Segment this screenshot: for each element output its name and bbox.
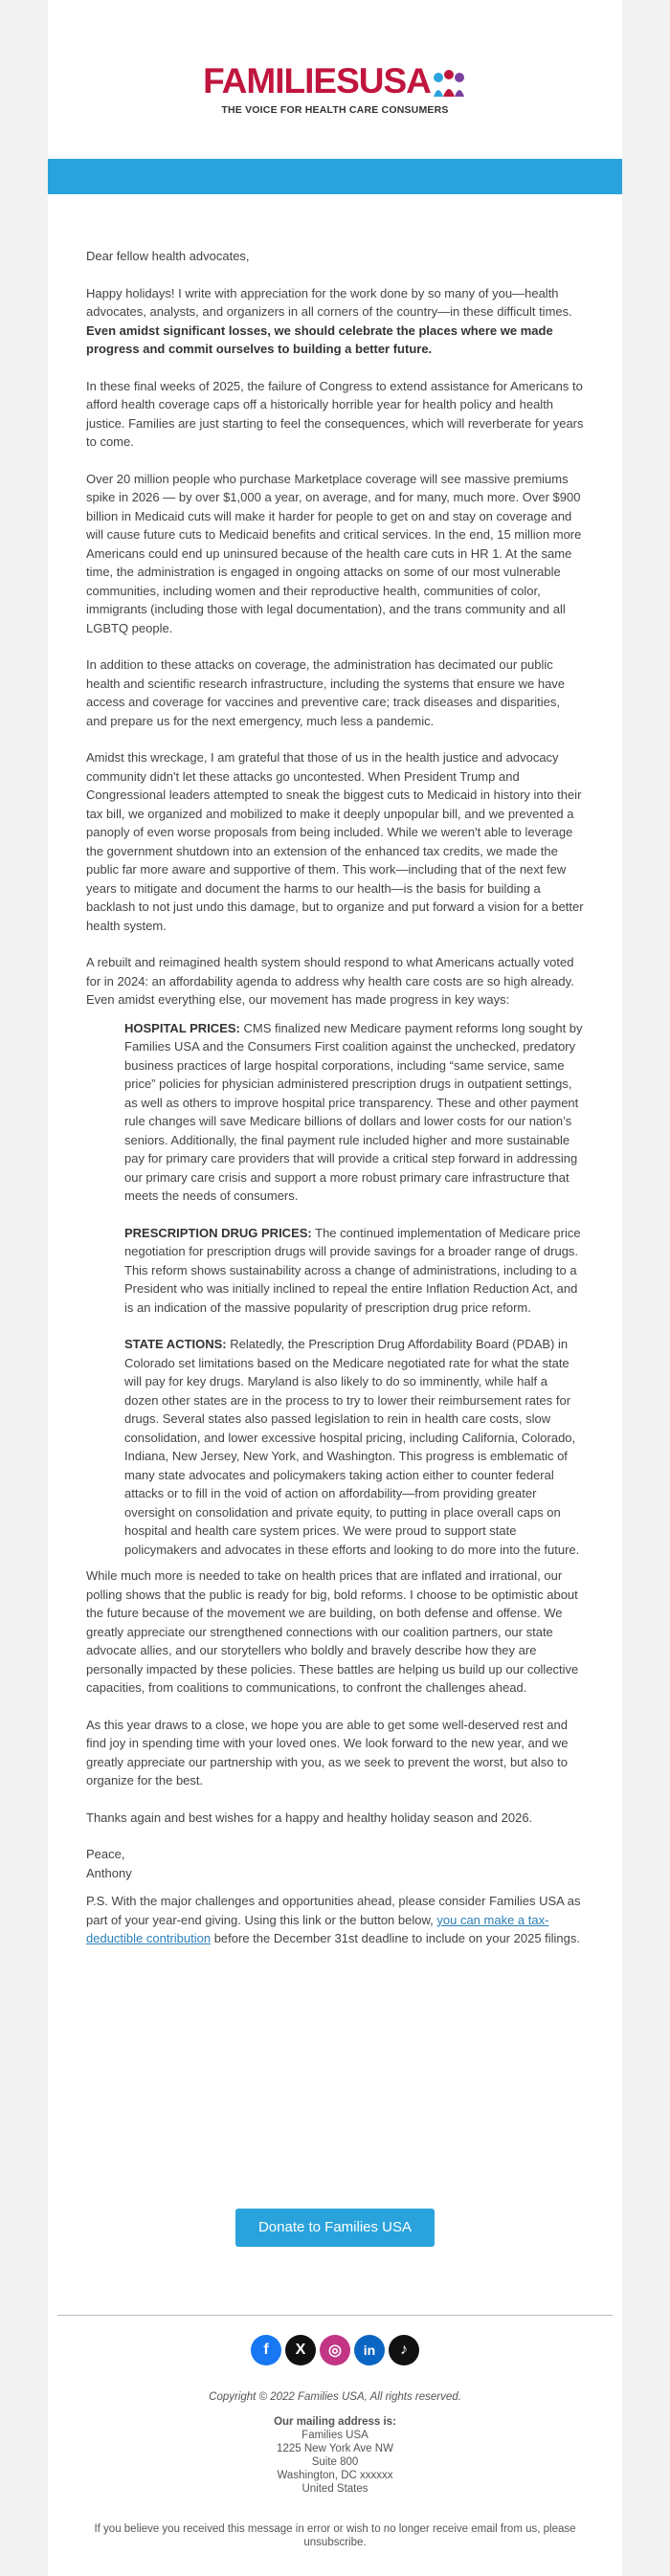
closing: Peace, xyxy=(86,1847,125,1861)
facebook-icon[interactable]: f xyxy=(251,2335,281,2365)
greeting: Dear fellow health advocates, xyxy=(86,249,250,263)
social-links xyxy=(251,2335,419,2369)
item-state-actions: STATE ACTIONS: Relatedly, the Prescription Drug Affordability Board (PDAB) in Colorado set limitations based on the Medicare negotiated rate for what the state will pay for key drugs. Maryland is also likely to do so imminently, while half a dozen other states are in the process to try to lower their reimbursement rates for drugs. Several states also passed legislation to rein in health care costs, slow consolidation, and lower excessive hospital pricing, including California, Colorado, Indiana, New Jersey, New York, and Washington. This progress is emblematic of many state advocates and policymakers taking action either to counter federal attacks or to fill in the void of action on affordability—from providing greater oversight on consolidation and private equity, to putting in place overall caps on hospital and health care system prices. We were proud to support state policymakers and advocates in these efforts and looking to do more into the future. xyxy=(124,1337,580,1557)
address-line: United States xyxy=(302,2483,368,2495)
logo-word-usa: USA xyxy=(358,61,431,100)
divider xyxy=(57,2315,613,2316)
email-body xyxy=(48,0,622,2576)
paragraph-wreckage: Amidst this wreckage, I am grateful that those of us in the health justice and advocacy community didn't let these attacks go uncontested. When President Trump and Congressional leaders attempted to sneak the biggest cuts to Medicaid in history into their tax bill, we organized and mobilized to make it deeply unpopular bill, and we prevented a panoply of even worse proposals from being included. While we weren't able to leverage the government shutdown into an extension of the enhanced tax credits, we made the public far more aware and supportive of them. This work—including that of the next few years to mitigate and document the harms to our health—is the basis for building a backlash to not just undo this damage, but to organize and put forward a vision for a better health system. xyxy=(86,750,584,933)
logo-tagline: THE VOICE FOR HEALTH CARE CONSUMERS xyxy=(221,104,449,116)
footer xyxy=(48,2390,622,2549)
paragraph-optimism: While much more is needed to take on health prices that are inflated and irrational, our polling shows that the public is ready for big, bold reforms. I choose to be optimistic about the future because of the movement we are building, on both defense and offense. We greatly appreciate our strengthened connections with our coalition partners, our state advocate allies, and our storytellers who boldly and bravely describe how they are personally impacted by these policies. These battles are helping us build up our collective capacities, from coalitions to communications, to confront the challenges ahead. xyxy=(86,1568,579,1695)
paragraph-final-weeks: In these final weeks of 2025, the failure of Congress to extend assistance for Americans to afford health coverage caps off a historically horrible year for health policy and health justice. Families are just starting to feel the consequences, which will reverberate for years to come. xyxy=(86,378,584,449)
address-line: Families USA xyxy=(302,2430,368,2441)
copyright: Copyright © 2022 Families USA, All rights reserved. xyxy=(209,2391,461,2403)
intro-emphasis: Even amidst significant losses, we should celebrate the places where we made progress and commit ourselves to building a better future. xyxy=(86,322,553,356)
item-prescription-drug-prices: PRESCRIPTION DRUG PRICES: The continued implementation of Medicare price negotiation for prescription drugs will provide savings for a broader range of drugs. This reform shows sustainability across a change of administrations, including to a President who was initially inclined to repeal the entire Inflation Reduction Act, and is an indication of the massive popularity of prescription drug price reform. xyxy=(124,1225,581,1315)
logo-word-families: FAMILIES xyxy=(203,61,359,100)
people-icon xyxy=(433,68,467,106)
families-usa-logo[interactable] xyxy=(48,62,622,115)
linkedin-icon[interactable]: in xyxy=(354,2335,385,2365)
paragraph-thanks: Thanks again and best wishes for a happy and healthy holiday season and 2026. xyxy=(86,1810,533,1825)
signature-name: Anthony xyxy=(86,1865,132,1880)
header-banner xyxy=(48,159,622,194)
instagram-icon[interactable]: ◎ xyxy=(320,2335,350,2365)
signature-block xyxy=(86,1845,584,1882)
paragraph-premiums: Over 20 million people who purchase Marketplace coverage will see massive premiums spike in 2026 — by over $1,000 a year, on average, and for many, much more. Over $900 billion in Medicaid cuts will make it harder for people to get on and stay on coverage and will cause future cuts to Medicaid benefits and critical services. In the end, 15 million more Americans could end up uninsured because of the health care cuts in HR 1. At the same time, the administration is engaged in ongoing attacks on some of our most vulnerable communities, including women and their reproductive health, communities of color, immigrants (including those with legal documentation), and the trans community and all LGBTQ people. xyxy=(86,471,582,635)
paragraph-year-close: As this year draws to a close, we hope you are able to get some well-deserved rest and find joy in spending time with your loved ones. We look forward to the new year, and we greatly appreciate our partnership with you, as we seek to prevent the worst, but also to organize for the best. xyxy=(86,1717,569,1788)
address-line: Suite 800 xyxy=(311,2456,359,2468)
address-label: Our mailing address is: xyxy=(274,2416,396,2428)
tiktok-icon[interactable]: ♪ xyxy=(389,2335,419,2365)
address-line: 1225 New York Ave NW xyxy=(277,2443,393,2454)
paragraph-ps: P.S. With the major challenges and opportunities ahead, please consider Families USA as part of your year-end giving. Using this link or the button below, you can make a tax-deductible contribution before the December 31st deadline to include on your 2025 filings. xyxy=(86,1894,581,1945)
contribution-link[interactable]: you can make a tax-deductible contribution xyxy=(86,1912,549,1945)
item-hospital-prices: HOSPITAL PRICES: CMS finalized new Medicare payment reforms long sought by Families USA and the Consumers First coalition against the unchecked, predatory business practices of large hospital corporations, including “same service, same price” policies for physician administered prescription drugs in outpatient settings, as well as others to improve hospital price transparency. These and other payment rule changes will save Medicare billions of dollars and lower costs for our nation’s seniors. Additionally, the final payment rule included higher and more sustainable pay for primary care providers that will provide a critical step forward in addressing our primary care crisis and support a more robust primary care infrastructure that meets the needs of consumers. xyxy=(124,1020,583,1203)
donate-button[interactable]: Donate to Families USA xyxy=(235,2209,435,2247)
x-icon[interactable]: X xyxy=(285,2335,316,2365)
paragraph-rebuilt-system: A rebuilt and reimagined health system should respond to what Americans actually voted for in 2024: an affordability agenda to address why health care costs are so high already. Even amidst everything else, our movement has made progress in key ways: xyxy=(86,955,574,1007)
paragraph-public-health: In addition to these attacks on coverage, the administration has decimated our public health and scientific research infrastructure, including the systems that ensure we have access and coverage for vaccines and preventive care; track diseases and disparities, and prepare us for the next emergency, much less a pandemic. xyxy=(86,657,566,728)
paragraph-intro: Happy holidays! I write with appreciation for the work done by so many of you—health advocates, analysts, and organizers in all corners of the country—in these difficult times. Even amidst significant losses, we should celebrate the places where we made progress and commit ourselves to building a better future. xyxy=(86,285,572,356)
address-line: Washington, DC xxxxxx xyxy=(277,2470,393,2481)
letter-content xyxy=(86,247,584,1966)
unsubscribe-text[interactable]: If you believe you received this message in error or wish to no longer receive email from us, please unsubscribe. xyxy=(94,2523,576,2548)
